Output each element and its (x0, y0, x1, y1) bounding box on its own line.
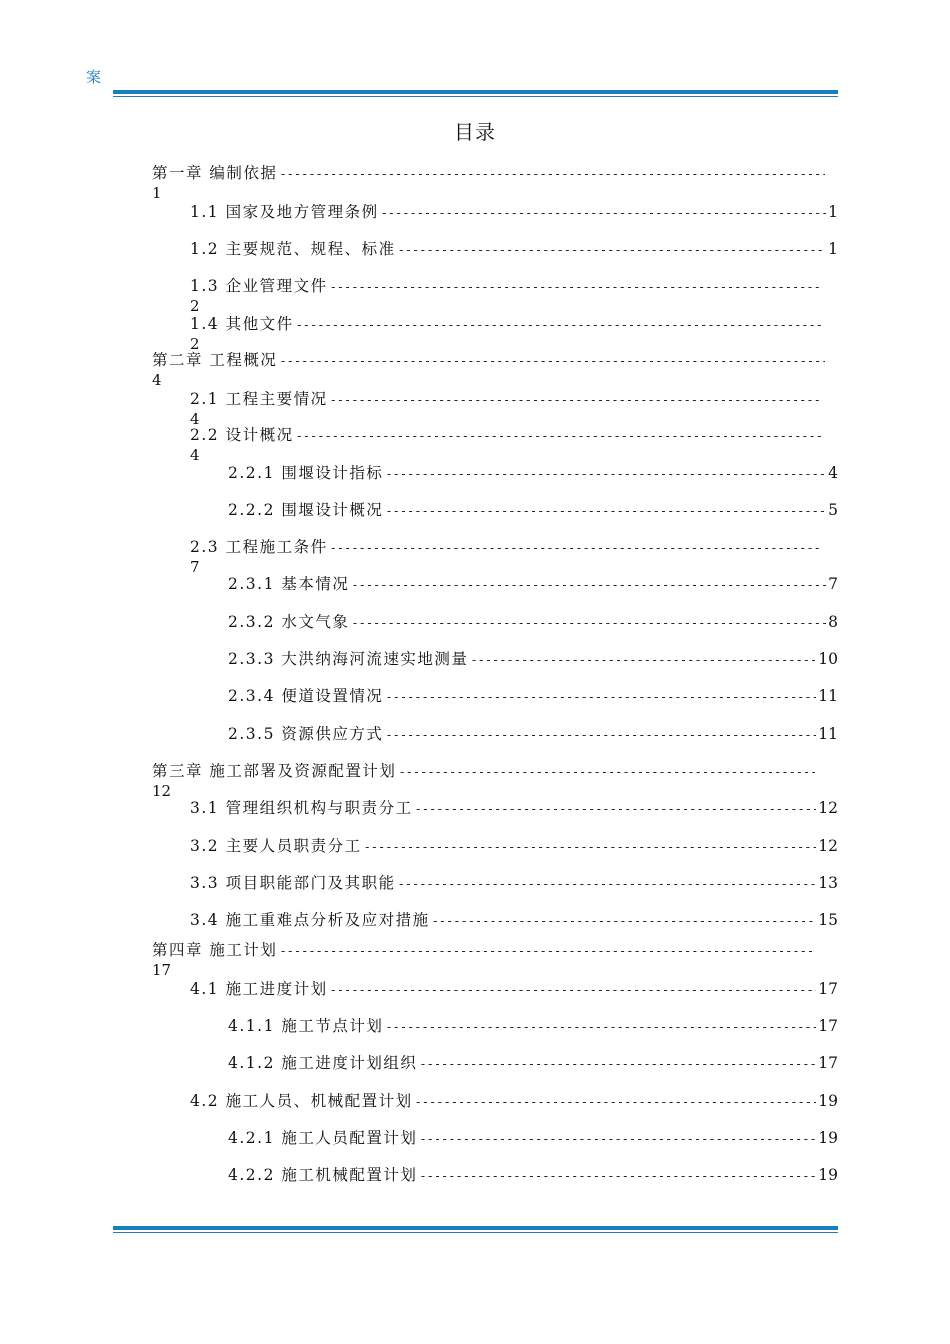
toc-entry-page: 12 (818, 799, 838, 817)
toc-entry-label: 4.2 施工人员、机械配置计划 (190, 1092, 413, 1110)
toc-entry-label: 3.3 项目职能部门及其职能 (190, 874, 396, 892)
toc-entry-label: 2.3.5 资源供应方式 (228, 725, 384, 743)
toc-entry-page: 13 (818, 874, 838, 892)
toc-entry-page: 2 (190, 297, 200, 315)
toc-entry-page: 17 (152, 961, 172, 979)
toc-entry-page: 4 (152, 371, 162, 389)
toc-entry-page: 5 (828, 501, 838, 519)
toc-entry-label: 1.1 国家及地方管理条例 (190, 203, 379, 221)
toc-entry-label: 3.4 施工重难点分析及应对措施 (190, 911, 430, 929)
header-text: 案 (86, 68, 102, 86)
dot-leader (279, 351, 825, 369)
toc-entry-label: 4.1.1 施工节点计划 (228, 1017, 384, 1035)
toc-entry-label: 2.1 工程主要情况 (190, 390, 328, 408)
toc-entry[interactable] (228, 1126, 838, 1148)
dot-leader (364, 837, 817, 855)
toc-entry-page: 17 (818, 980, 838, 998)
toc-entry[interactable] (228, 722, 838, 744)
dot-leader (296, 315, 823, 333)
toc-entry[interactable] (152, 348, 825, 370)
dot-leader (385, 464, 826, 482)
toc-entry-page: 4 (828, 464, 838, 482)
toc-entry-label: 2.3.2 水文气象 (228, 613, 350, 631)
toc-entry-label: 第二章 工程概况 (152, 351, 278, 369)
dot-leader (279, 941, 813, 959)
toc-entry-label: 2.3.4 便道设置情况 (228, 687, 384, 705)
toc-entry-page: 7 (190, 558, 200, 576)
toc-entry-label: 2.2.1 围堰设计指标 (228, 464, 384, 482)
toc-entry[interactable] (228, 461, 838, 483)
dot-leader (415, 1092, 817, 1110)
toc-entry-page: 17 (818, 1017, 838, 1035)
toc-entry[interactable] (228, 1051, 838, 1073)
toc-entry-label: 1.2 主要规范、规程、标准 (190, 240, 396, 258)
dot-leader (419, 1129, 816, 1147)
toc-entry-page: 19 (818, 1166, 838, 1184)
dot-leader (385, 501, 826, 519)
toc-entry-label: 4.1.2 施工进度计划组织 (228, 1054, 418, 1072)
toc-entry-page: 12 (152, 782, 172, 800)
toc-entry[interactable] (228, 572, 838, 594)
toc-entry-label: 4.1 施工进度计划 (190, 980, 328, 998)
toc-entry-page: 15 (818, 911, 838, 929)
toc-entry-label: 2.3.3 大洪纳海河流速实地测量 (228, 650, 469, 668)
toc-entry-label: 第一章 编制依据 (152, 164, 278, 182)
toc-entry-label: 2.3 工程施工条件 (190, 538, 328, 556)
toc-entry-page: 1 (828, 240, 838, 258)
toc-entry[interactable] (228, 498, 838, 520)
toc-entry-page: 19 (818, 1129, 838, 1147)
toc-entry[interactable] (190, 796, 838, 818)
toc-entry-page: 7 (828, 575, 838, 593)
toc-entry[interactable] (152, 161, 825, 183)
toc-entry[interactable] (190, 423, 823, 445)
toc-entry[interactable] (190, 871, 838, 893)
toc-entry-label: 1.3 企业管理文件 (190, 277, 328, 295)
toc-entry[interactable] (190, 834, 838, 856)
dot-leader (279, 164, 825, 182)
toc-entry-page: 8 (828, 613, 838, 631)
toc-entry-page: 11 (818, 687, 838, 705)
toc-entry[interactable] (228, 1014, 838, 1036)
toc-entry[interactable] (152, 759, 815, 781)
toc-entry[interactable] (190, 535, 823, 557)
toc-entry-page: 12 (818, 837, 838, 855)
dot-leader (398, 762, 815, 780)
toc-entry-label: 4.2.1 施工人员配置计划 (228, 1129, 418, 1147)
toc-entry[interactable] (190, 200, 838, 222)
toc-entry[interactable] (228, 610, 838, 632)
footer-rule (113, 1226, 838, 1233)
toc-entry[interactable] (190, 977, 838, 999)
toc-entry[interactable] (190, 387, 823, 409)
dot-leader (398, 240, 827, 258)
toc-entry-label: 2.3.1 基本情况 (228, 575, 350, 593)
toc-entry-label: 第四章 施工计划 (152, 941, 278, 959)
dot-leader (330, 980, 817, 998)
dot-leader (398, 874, 817, 892)
dot-leader (419, 1054, 816, 1072)
toc-entry[interactable] (228, 647, 838, 669)
toc-entry[interactable] (190, 908, 838, 930)
dot-leader (385, 725, 816, 743)
toc-entry-label: 第三章 施工部署及资源配置计划 (152, 762, 397, 780)
toc-entry-page: 4 (190, 410, 200, 428)
dot-leader (415, 799, 817, 817)
toc-entry-page: 1 (828, 203, 838, 221)
toc-entry-page: 1 (152, 184, 162, 202)
toc-entry-label: 2.2.2 围堰设计概况 (228, 501, 384, 519)
toc-entry[interactable] (190, 237, 838, 259)
toc-title: 目录 (454, 120, 496, 144)
dot-leader (419, 1166, 816, 1184)
dot-leader (351, 575, 826, 593)
dot-leader (385, 1017, 816, 1035)
toc-entry-page: 19 (818, 1092, 838, 1110)
toc-entry[interactable] (190, 312, 823, 334)
toc-entry-label: 3.1 管理组织机构与职责分工 (190, 799, 413, 817)
toc-entry-page: 17 (818, 1054, 838, 1072)
toc-entry-label: 1.4 其他文件 (190, 315, 294, 333)
toc-entry-label: 2.2 设计概况 (190, 426, 294, 444)
dot-leader (296, 426, 823, 444)
dot-leader (330, 277, 823, 295)
toc-entry-page: 10 (818, 650, 838, 668)
dot-leader (330, 538, 823, 556)
toc-entry-label: 3.2 主要人员职责分工 (190, 837, 362, 855)
dot-leader (470, 650, 816, 668)
toc-entry[interactable] (228, 684, 838, 706)
toc-entry-page: 2 (190, 335, 200, 353)
dot-leader (432, 911, 817, 929)
dot-leader (385, 687, 816, 705)
toc-entry[interactable] (152, 938, 813, 960)
dot-leader (330, 390, 823, 408)
dot-leader (381, 203, 827, 221)
toc-entry[interactable] (228, 1163, 838, 1185)
toc-entry-page: 11 (818, 725, 838, 743)
toc-entry-label: 4.2.2 施工机械配置计划 (228, 1166, 418, 1184)
toc-entry[interactable] (190, 274, 823, 296)
dot-leader (351, 613, 826, 631)
toc-entry[interactable] (190, 1089, 838, 1111)
toc-entry-page: 4 (190, 446, 200, 464)
